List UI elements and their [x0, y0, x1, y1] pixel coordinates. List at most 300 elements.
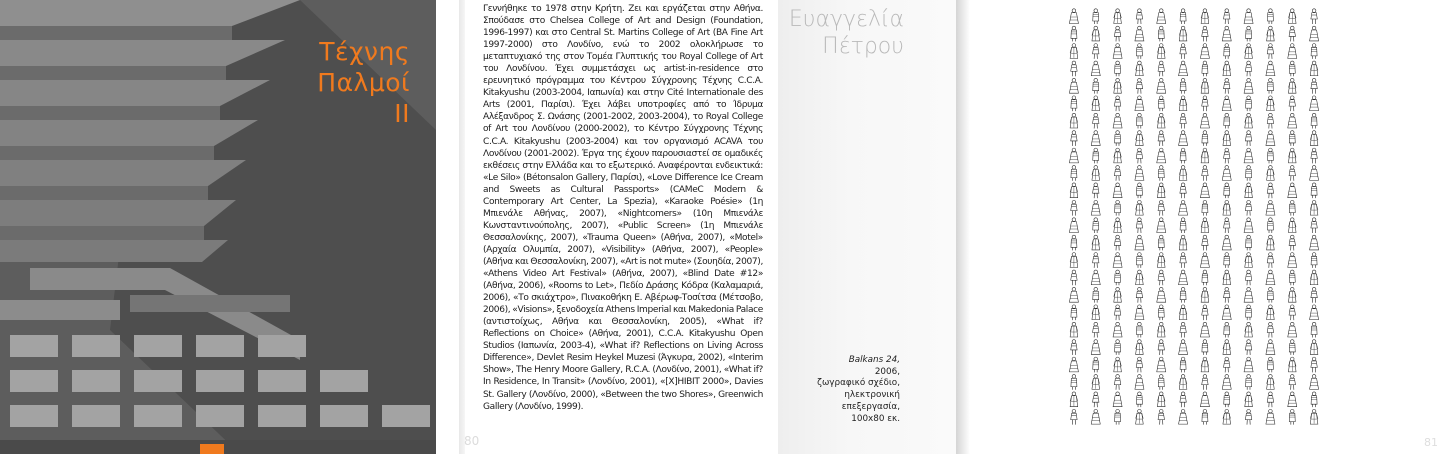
- artwork-page: [956, 0, 1446, 454]
- costume-figure: [1115, 340, 1121, 355]
- costume-figure: [1288, 253, 1297, 268]
- costume-figure: [1114, 78, 1122, 93]
- costume-figure: [1288, 113, 1297, 128]
- costume-figure: [1289, 375, 1295, 390]
- costume-figure: [1310, 26, 1319, 41]
- artist-last-name: Πέτρου: [822, 34, 904, 59]
- costume-figure: [1266, 409, 1275, 424]
- costume-figure: [1202, 409, 1208, 424]
- costume-figure: [1288, 392, 1297, 407]
- costume-figure: [1245, 322, 1253, 337]
- costume-figure: [1157, 44, 1165, 59]
- costume-figure: [1180, 357, 1186, 372]
- costume-figure: [1114, 148, 1122, 163]
- costume-figure: [1267, 78, 1273, 93]
- costume-figure: [1070, 44, 1078, 59]
- costume-figure: [1180, 9, 1186, 24]
- costume-figure: [1244, 148, 1253, 163]
- costume-figure: [1202, 235, 1208, 250]
- costume-figure: [1310, 96, 1319, 111]
- costume-figure: [1158, 96, 1164, 111]
- costume-figure: [1070, 253, 1078, 268]
- costume-figure: [1071, 200, 1077, 215]
- costume-figure: [1135, 235, 1144, 250]
- costume-figure: [1267, 113, 1273, 128]
- right-page: [778, 0, 956, 454]
- costume-figure: [1289, 26, 1295, 41]
- costume-figure: [1113, 44, 1122, 59]
- costume-figure: [1115, 200, 1121, 215]
- costume-figure: [1224, 113, 1230, 128]
- costume-figure: [1179, 305, 1187, 320]
- costume-figure: [1114, 357, 1122, 372]
- costume-figure: [1200, 322, 1209, 337]
- costume-figure: [1071, 131, 1077, 146]
- costume-figure: [1136, 270, 1144, 285]
- costume-figure: [1267, 322, 1273, 337]
- costume-figure: [1200, 392, 1209, 407]
- costume-figure: [1091, 270, 1100, 285]
- costume-figure: [1266, 200, 1275, 215]
- costume-figure: [1158, 270, 1164, 285]
- costume-figure: [1201, 78, 1209, 93]
- costume-figure: [1245, 183, 1253, 198]
- costume-figure: [1092, 26, 1100, 41]
- costume-figure: [1202, 340, 1208, 355]
- costume-figure: [1114, 235, 1120, 250]
- costume-figure: [1180, 183, 1186, 198]
- artwork-dimensions: 100x80 εκ.: [851, 413, 900, 424]
- costume-figure: [1266, 340, 1275, 355]
- costume-figure: [1135, 375, 1144, 390]
- costume-figure: [1267, 44, 1273, 59]
- costume-figure: [1310, 305, 1319, 320]
- costume-figure: [1267, 392, 1273, 407]
- costume-figure: [1091, 409, 1100, 424]
- costume-figure: [1093, 113, 1099, 128]
- balkans-figures-drawing: [1063, 8, 1325, 426]
- costume-figure: [1202, 131, 1208, 146]
- costume-figure: [1200, 253, 1209, 268]
- costume-figure: [1289, 61, 1295, 76]
- costume-figure: [1180, 392, 1186, 407]
- costume-figure: [1224, 322, 1230, 337]
- costume-figure: [1092, 375, 1100, 390]
- costume-figure: [1157, 183, 1165, 198]
- costume-figure: [1136, 253, 1142, 268]
- costume-figure: [1136, 322, 1142, 337]
- costume-figure: [1157, 322, 1165, 337]
- costume-figure: [1136, 409, 1144, 424]
- costume-figure: [1158, 166, 1164, 181]
- costume-figure: [1179, 61, 1188, 76]
- costume-figure: [1267, 148, 1273, 163]
- costume-figure: [1289, 409, 1295, 424]
- costume-figure: [1136, 183, 1142, 198]
- costume-figure: [1202, 200, 1208, 215]
- costume-figure: [1113, 253, 1122, 268]
- costume-figure: [1310, 131, 1318, 146]
- costume-figure: [1136, 131, 1144, 146]
- costume-figure: [1267, 166, 1275, 181]
- costume-figure: [1158, 61, 1164, 76]
- costume-figure: [1157, 253, 1165, 268]
- costume-figure: [1289, 340, 1295, 355]
- costume-figure: [1157, 148, 1166, 163]
- costume-figure: [1244, 9, 1253, 24]
- costume-figure: [1245, 270, 1251, 285]
- costume-figure: [1267, 218, 1273, 233]
- costume-figure: [1223, 340, 1231, 355]
- costume-figure: [1136, 357, 1142, 372]
- costume-figure: [1224, 78, 1230, 93]
- costume-figure: [1245, 113, 1253, 128]
- costume-figure: [1157, 357, 1166, 372]
- costume-figure: [1202, 61, 1208, 76]
- cover-title: [317, 36, 410, 129]
- costume-figure: [1158, 200, 1164, 215]
- costume-figure: [1310, 166, 1319, 181]
- costume-figure: [1245, 253, 1253, 268]
- costume-figure: [1310, 200, 1318, 215]
- costume-figure: [1267, 235, 1275, 250]
- costume-figure: [1245, 131, 1251, 146]
- costume-figure: [1071, 26, 1077, 41]
- costume-figure: [1158, 305, 1164, 320]
- costume-figure: [1267, 287, 1273, 302]
- costume-figure: [1201, 357, 1209, 372]
- costume-figure: [1267, 183, 1273, 198]
- costume-figure: [1288, 322, 1297, 337]
- costume-figure: [1266, 61, 1275, 76]
- costume-figure: [1114, 166, 1120, 181]
- costume-figure: [1245, 200, 1251, 215]
- costume-figure: [1201, 148, 1209, 163]
- costume-figure: [1158, 131, 1164, 146]
- costume-figure: [1311, 113, 1317, 128]
- costume-figure: [1180, 113, 1186, 128]
- costume-figure: [1071, 375, 1077, 390]
- costume-figure: [1244, 218, 1253, 233]
- costume-figure: [1071, 166, 1077, 181]
- costume-figure: [1158, 409, 1164, 424]
- cover-title-line: Παλμοί: [317, 68, 410, 97]
- costume-figure: [1115, 270, 1121, 285]
- costume-figure: [1093, 9, 1099, 24]
- costume-figure: [1070, 392, 1078, 407]
- costume-figure: [1288, 78, 1296, 93]
- costume-figure: [1092, 235, 1100, 250]
- costume-figure: [1071, 270, 1077, 285]
- page-number-left: 80: [464, 434, 480, 448]
- costume-figure: [1093, 322, 1099, 337]
- costume-figure: [1135, 305, 1144, 320]
- costume-figure: [1289, 131, 1295, 146]
- costume-figure: [1289, 235, 1295, 250]
- costume-figure: [1093, 148, 1099, 163]
- costume-figure: [1093, 218, 1099, 233]
- costume-figure: [1267, 357, 1273, 372]
- costume-figure: [1093, 287, 1099, 302]
- page-gutter-shadow: [956, 0, 970, 454]
- page-edge-bar: [459, 0, 465, 454]
- costume-figure: [1179, 26, 1187, 41]
- costume-figure: [1136, 148, 1142, 163]
- costume-figure: [1311, 218, 1317, 233]
- costume-figure: [1311, 357, 1317, 372]
- costume-figure: [1136, 200, 1144, 215]
- costume-figure: [1289, 166, 1295, 181]
- costume-figure: [1179, 270, 1188, 285]
- costume-figure: [1310, 270, 1318, 285]
- costume-figure: [1115, 131, 1121, 146]
- costume-figure: [1179, 340, 1188, 355]
- costume-figure: [1224, 392, 1230, 407]
- cover-title-line: Τέχνης: [319, 37, 410, 66]
- costume-figure: [1246, 96, 1252, 111]
- costume-figure: [1069, 357, 1078, 372]
- costume-figure: [1179, 131, 1188, 146]
- costume-figure: [1222, 305, 1231, 320]
- costume-figure: [1288, 218, 1296, 233]
- costume-figure: [1222, 375, 1231, 390]
- costume-figure: [1135, 96, 1144, 111]
- costume-figure: [1071, 61, 1077, 76]
- artist-first-name: Ευαγγελία: [788, 7, 904, 32]
- page-number-right: 81: [1424, 436, 1438, 449]
- costume-figure: [1223, 270, 1231, 285]
- costume-figure: [1266, 270, 1275, 285]
- costume-figure: [1113, 392, 1122, 407]
- costume-figure: [1311, 183, 1317, 198]
- costume-figure: [1267, 305, 1275, 320]
- costume-figure: [1071, 96, 1077, 111]
- costume-figure: [1202, 375, 1208, 390]
- costume-figure: [1179, 96, 1187, 111]
- costume-figure: [1266, 131, 1275, 146]
- costume-figure: [1113, 183, 1122, 198]
- book-cover: [0, 0, 436, 454]
- costume-figure: [1246, 375, 1252, 390]
- costume-figure: [1136, 392, 1142, 407]
- costume-figure: [1136, 78, 1142, 93]
- costume-figure: [1267, 26, 1275, 41]
- costume-figure: [1113, 113, 1122, 128]
- costume-figure: [1224, 253, 1230, 268]
- costume-figure: [1200, 113, 1209, 128]
- costume-figure: [1288, 357, 1296, 372]
- artwork-medium-line: επεξεργασία,: [841, 401, 900, 412]
- costume-figure: [1093, 253, 1099, 268]
- costume-figure: [1311, 287, 1317, 302]
- costume-figure: [1180, 322, 1186, 337]
- left-page: [436, 0, 778, 454]
- costume-figure: [1136, 61, 1144, 76]
- costume-figure: [1224, 148, 1230, 163]
- cover-title-line: II: [394, 99, 410, 128]
- costume-figure: [1223, 409, 1231, 424]
- costume-figure: [1310, 409, 1318, 424]
- artist-biography: Γεννήθηκε το 1978 στην Κρήτη. Ζει και εργάζεται στην Αθήνα. Σπούδασε στο Chelsea College of Art and Design (Foundation, 1996-1997) και στο Central St. Martins College of Art (BA Fine Art 1997-2000) στο Λονδίνο, ενώ το 2002 ολοκλήρωσε το μεταπτυχιακό της στον Τομέα Γλυπτικής του Royal College of Art του Λονδίνου. Έχει συμμετάσχει ως artist-in-residence στο ερευνητικό πρόγραμμα του Κέντρου Σύγχρονης Τέχνης C.C.A. Kitakyushu (2003-2004, Ιαπωνία) και στην Cité Internationale des Arts (2001, Παρίσι). Έχει λάβει υποτροφίες από το Ίδρυμα Αλέξανδρος Σ. Ωνάσης (2001-2002, 2003-2004), το Royal College of Art του Λονδίνου (2000-2002), το Κέντρο Σύγχρονης Τέχνης C.C.A. Kitakyushu (2003-2004) και τον οργανισμό ACAVA του Λονδίνου (2001-2002). Έργα της έχουν παρουσιαστεί σε ομαδικές εκθέσεις στην Ελλάδα και το εξωτερικό. Αναφέρονται ενδεικτικά: «Le Silo» (Bétonsalon Gallery, Παρίσι), «Love Difference Ice Cream and Sweets as Cultural Passports» (CAMeC Modern & Contemporary Art Center, La Spezia), «Karaoke Poésie» (1η Μπιενάλε Αθήνας, 2007), «Nightcomers» (10η Μπιενάλε Κωνσταντινούπολης, 2007), «Public Screen» (1η Μπιενάλε Θεσσαλονίκης, 2007), «Trauma Queen» (Αθήνα, 2007), «Motel» (Αρχαία Ολυμπία, 2007), «Visibility» (Αθήνα, 2007), «People» (Αθήνα και Θεσσαλονίκη, 2007), «Art is not mute» (Σουηδία, 2007), «Athens Video Art Festival» (Αθήνα, 2007), «Blind Date #12» (Αθήνα, 2006), «Rooms to Let», Πεδίο Δράσης Κόδρα (Καλαμαριά, 2006), «Το σκιάχτρο», Πινακοθήκη Ε. Αβέρωφ-Τοσίτσα (Μέτσοβο, 2006), «Visions», ξενοδοχεία Athens Imperial και Makedonia Palace (αντιστοίχως, Αθήνα και Θεσσαλονίκη, 2005), «What if? Reflections on Choice» (Αθήνα, 2001), C.C.A. Kitakyushu Open Studios (Ιαπωνία, 2003-4), «What if? Reflections on Living Across Difference», Devlet Resim Heykel Muzesi (Άγκυρα, 2002), «Interim Show», The Henry Moore Gallery, R.C.A. (Λονδίνο, 2001), «What if? In Residence, In Transit» (Λονδίνο, 2001), «[X]HIBIT 2000», Davies St. Gallery (Λονδίνο, 2000), «Between the two Shores», Greenwich Gallery (Λονδίνο, 1999).: [483, 4, 763, 412]
- costume-figure: [1289, 270, 1295, 285]
- costume-figure: [1267, 375, 1275, 390]
- costume-figure: [1311, 78, 1317, 93]
- costume-figure: [1246, 26, 1252, 41]
- costume-figure: [1201, 9, 1209, 24]
- costume-figure: [1202, 26, 1208, 41]
- costume-figure: [1202, 305, 1208, 320]
- costume-figure: [1136, 113, 1142, 128]
- costume-figure: [1069, 78, 1078, 93]
- costume-figure: [1311, 253, 1317, 268]
- costume-figure: [1224, 357, 1230, 372]
- costume-figure: [1135, 166, 1144, 181]
- costume-figure: [1310, 235, 1319, 250]
- costume-figure: [1179, 200, 1188, 215]
- costume-figure: [1267, 253, 1273, 268]
- costume-figure: [1180, 287, 1186, 302]
- costume-figure: [1114, 375, 1120, 390]
- costume-figure: [1311, 392, 1317, 407]
- costume-figure: [1091, 131, 1100, 146]
- costume-figure: [1114, 218, 1122, 233]
- costume-figure: [1222, 166, 1231, 181]
- costume-figure: [1267, 9, 1273, 24]
- costume-figure: [1179, 375, 1187, 390]
- costume-figure: [1071, 305, 1077, 320]
- costume-figure: [1222, 26, 1231, 41]
- costume-figure: [1180, 218, 1186, 233]
- costume-figure: [1180, 78, 1186, 93]
- costume-figure: [1245, 392, 1253, 407]
- costume-figure: [1069, 287, 1078, 302]
- costume-figure: [1158, 375, 1164, 390]
- costume-figure: [1135, 26, 1144, 41]
- costume-figure: [1201, 287, 1209, 302]
- costume-figure: [1224, 287, 1230, 302]
- costume-figure: [1071, 409, 1077, 424]
- costume-figure: [1115, 61, 1121, 76]
- artwork-caption: [817, 355, 900, 425]
- costume-figure: [1069, 148, 1078, 163]
- artwork-title: Balkans 24,: [848, 355, 900, 365]
- costume-figure: [1113, 322, 1122, 337]
- costume-figure: [1200, 44, 1209, 59]
- costume-figure: [1245, 340, 1251, 355]
- costume-figure: [1200, 183, 1209, 198]
- costume-figure: [1071, 235, 1077, 250]
- costume-figure: [1114, 305, 1120, 320]
- costume-figure: [1158, 235, 1164, 250]
- costume-figure: [1289, 200, 1295, 215]
- costume-figure: [1288, 9, 1296, 24]
- costume-figure: [1224, 183, 1230, 198]
- costume-figure: [1288, 44, 1297, 59]
- costume-figure: [1179, 166, 1187, 181]
- costume-figure: [1244, 78, 1253, 93]
- costume-figure: [1246, 235, 1252, 250]
- costume-figure: [1091, 200, 1100, 215]
- costume-figure: [1224, 44, 1230, 59]
- costume-figure: [1157, 287, 1166, 302]
- costume-figure: [1245, 409, 1251, 424]
- costume-figure: [1202, 166, 1208, 181]
- costume-figure: [1114, 96, 1120, 111]
- costume-figure: [1070, 183, 1078, 198]
- costume-figure: [1092, 166, 1100, 181]
- costume-figure: [1202, 270, 1208, 285]
- artwork-medium-line: ηλεκτρονική: [844, 390, 900, 401]
- costume-figure: [1091, 61, 1100, 76]
- costume-figure: [1180, 148, 1186, 163]
- costume-figure: [1310, 61, 1318, 76]
- costume-figure: [1114, 26, 1120, 41]
- costume-figure: [1070, 322, 1078, 337]
- costume-figure: [1289, 96, 1295, 111]
- costume-figure: [1289, 305, 1295, 320]
- costume-figure: [1311, 9, 1317, 24]
- costume-figure: [1157, 113, 1165, 128]
- costume-figure: [1158, 340, 1164, 355]
- costume-figure: [1069, 9, 1078, 24]
- costume-figure: [1201, 218, 1209, 233]
- costume-figure: [1246, 166, 1252, 181]
- costume-figure: [1069, 218, 1078, 233]
- costume-figure: [1093, 44, 1099, 59]
- costume-figure: [1244, 357, 1253, 372]
- costume-figure: [1311, 148, 1317, 163]
- costume-figure: [1310, 340, 1318, 355]
- costume-figure: [1245, 44, 1253, 59]
- costume-figure: [1093, 357, 1099, 372]
- costume-figure: [1114, 9, 1122, 24]
- costume-figure: [1223, 131, 1231, 146]
- costume-figure: [1092, 305, 1100, 320]
- costume-figure: [1115, 409, 1121, 424]
- costume-figure: [1310, 375, 1319, 390]
- costume-figure: [1093, 183, 1099, 198]
- costume-figure: [1223, 61, 1231, 76]
- costume-figure: [1157, 78, 1166, 93]
- costume-figure: [1224, 218, 1230, 233]
- costume-figure: [1311, 322, 1317, 337]
- artwork-year: 2006,: [874, 366, 900, 377]
- costume-figure: [1246, 305, 1252, 320]
- artist-name: [789, 6, 904, 60]
- costume-figure: [1157, 9, 1166, 24]
- costume-figure: [1222, 96, 1231, 111]
- costume-figure: [1136, 9, 1142, 24]
- costume-figure: [1179, 235, 1187, 250]
- costume-figure: [1267, 96, 1275, 111]
- costume-figure: [1244, 287, 1253, 302]
- costume-figure: [1093, 392, 1099, 407]
- costume-figure: [1222, 235, 1231, 250]
- costume-figure: [1091, 340, 1100, 355]
- costume-figure: [1136, 218, 1142, 233]
- costume-figure: [1157, 392, 1165, 407]
- costume-figure: [1224, 9, 1230, 24]
- costume-figure: [1202, 96, 1208, 111]
- costume-figure: [1071, 340, 1077, 355]
- costume-figure: [1158, 26, 1164, 41]
- costume-figure: [1288, 148, 1296, 163]
- costume-figure: [1311, 44, 1317, 59]
- costume-figure: [1288, 183, 1297, 198]
- costume-figure: [1245, 61, 1251, 76]
- costume-figure: [1223, 200, 1231, 215]
- costume-figure: [1136, 340, 1144, 355]
